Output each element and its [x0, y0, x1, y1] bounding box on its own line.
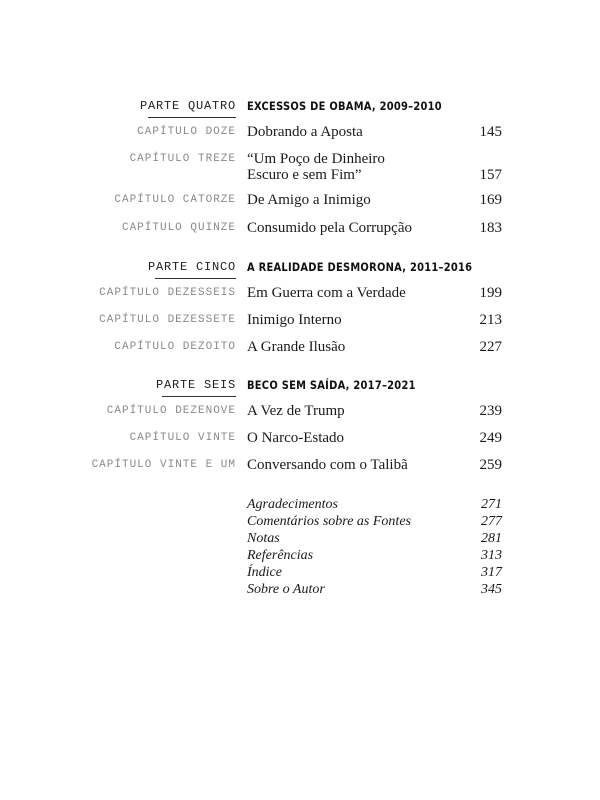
chapter-label: CAPÍTULO DEZOITO — [114, 341, 236, 353]
back-matter-page: 281 — [481, 531, 502, 546]
back-matter-title: Notas — [247, 531, 280, 546]
chapter-label: CAPÍTULO DEZESSEIS — [99, 287, 236, 299]
chapter-label: CAPÍTULO DEZENOVE — [106, 405, 236, 417]
part-title: A REALIDADE DESMORONA, 2011–2016 — [247, 260, 473, 274]
chapter-title: A Grande Ilusão — [247, 339, 346, 355]
back-matter-title: Sobre o Autor — [247, 582, 325, 597]
part-label: PARTE SEIS — [155, 378, 236, 392]
chapter-title: Inimigo Interno — [247, 312, 342, 328]
back-matter-page: 345 — [481, 582, 502, 597]
chapter-label: CAPÍTULO DOZE — [137, 126, 236, 138]
chapter-page-number: 169 — [479, 192, 502, 208]
chapter-page-number: 183 — [479, 220, 502, 236]
back-matter-page: 317 — [481, 565, 502, 580]
chapter-title: De Amigo a Inimigo — [247, 192, 371, 208]
chapter-label: CAPÍTULO CATORZE — [114, 194, 236, 206]
back-matter-title: Índice — [247, 565, 282, 580]
back-matter-page: 313 — [481, 548, 502, 563]
chapter-page-number: 259 — [479, 457, 502, 473]
part-label: PARTE QUATRO — [139, 99, 236, 113]
chapter-title: Consumido pela Corrupção — [247, 220, 412, 236]
part-underline — [148, 117, 236, 118]
chapter-title: Dobrando a Aposta — [247, 124, 363, 140]
chapter-title: Em Guerra com a Verdade — [247, 285, 406, 301]
chapter-title-line2: Escuro e sem Fim” — [247, 167, 362, 183]
chapter-page-number: 145 — [479, 124, 502, 140]
back-matter-title: Referências — [247, 548, 314, 563]
chapter-label: CAPÍTULO TREZE — [129, 153, 236, 165]
chapter-label: CAPÍTULO VINTE E UM — [91, 459, 236, 471]
part-label: PARTE CINCO — [147, 260, 236, 274]
chapter-page-number: 213 — [479, 312, 502, 328]
chapter-label: CAPÍTULO DEZESSETE — [99, 314, 236, 326]
chapter-page-number: 249 — [479, 430, 502, 446]
back-matter-page: 277 — [481, 514, 502, 529]
chapter-label: CAPÍTULO VINTE — [129, 432, 236, 444]
chapter-page-number: 199 — [479, 285, 502, 301]
chapter-title: “Um Poço de Dinheiro — [247, 151, 385, 167]
chapter-page-number: 157 — [479, 167, 502, 183]
chapter-title: O Narco-Estado — [247, 430, 345, 446]
chapter-label: CAPÍTULO QUINZE — [121, 222, 236, 234]
chapter-page-number: 227 — [479, 339, 502, 355]
part-underline — [155, 278, 236, 279]
back-matter-title: Comentários sobre as Fontes — [247, 514, 411, 529]
part-title: EXCESSOS DE OBAMA, 2009–2010 — [247, 99, 442, 113]
back-matter-page: 271 — [481, 497, 502, 512]
chapter-title: Conversando com o Talibã — [247, 457, 408, 473]
part-underline — [162, 396, 236, 397]
part-title: BECO SEM SAÍDA, 2017–2021 — [247, 378, 416, 392]
chapter-page-number: 239 — [479, 403, 502, 419]
back-matter-title: Agradecimentos — [247, 497, 338, 512]
chapter-title: A Vez de Trump — [247, 403, 345, 419]
